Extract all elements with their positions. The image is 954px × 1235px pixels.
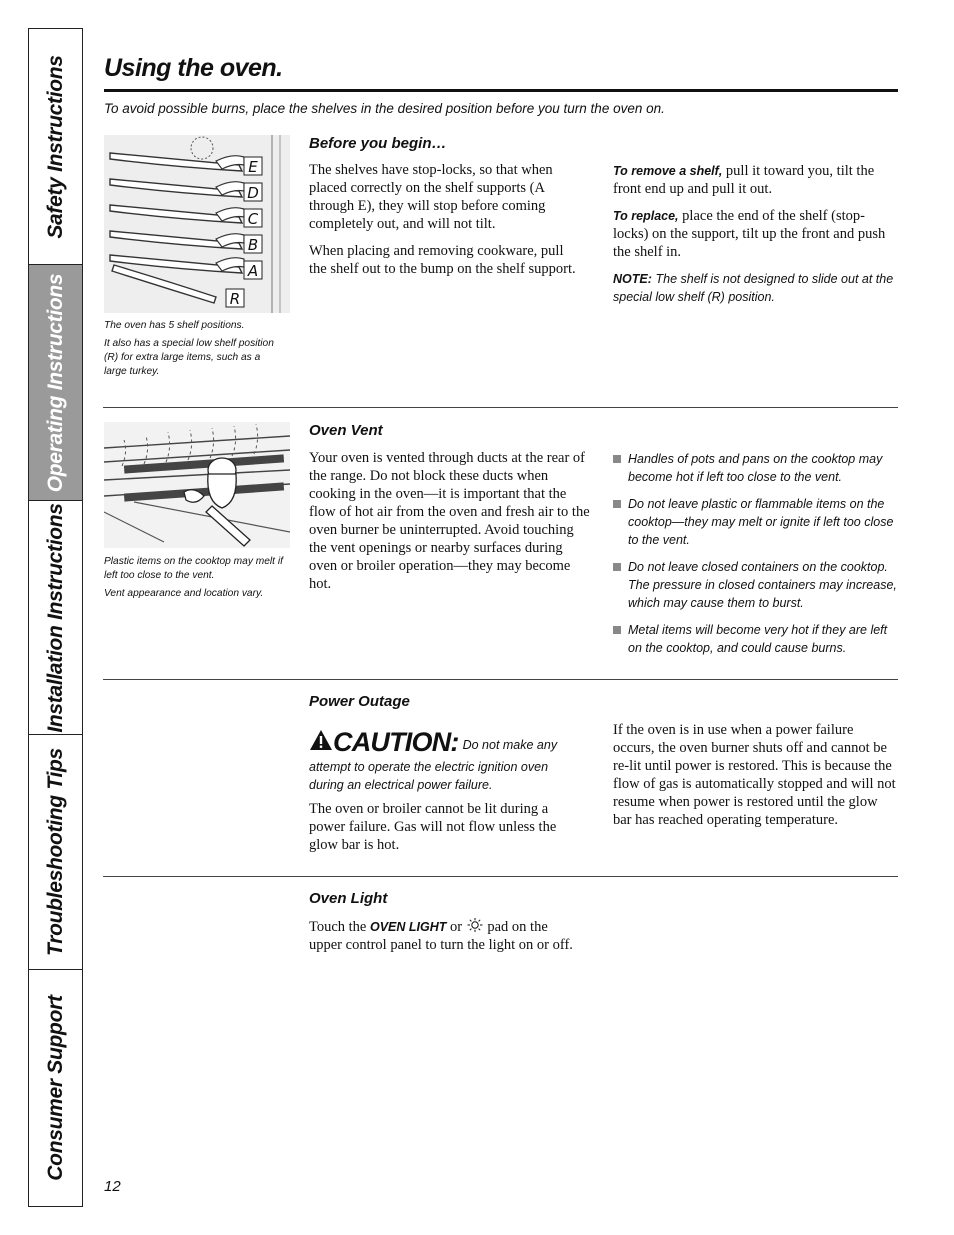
vent-warning-list xyxy=(613,450,898,666)
tab-operating-instructions[interactable] xyxy=(28,264,83,501)
bullet-text: Do not leave closed containers on the cooktop. The pressure in closed containers may increase, which may cause them to burst. xyxy=(628,560,897,610)
section-divider xyxy=(103,679,898,680)
shelf-letter: E xyxy=(248,158,258,176)
bullet-square-icon xyxy=(613,500,621,508)
title-rule xyxy=(104,89,898,92)
caption-line: Vent appearance and location vary. xyxy=(104,588,264,599)
paragraph: If the oven is in use when a power failure occurs, the oven burner shuts off and cannot be re-lit until power is restored. This is because the flow of gas is automatically stopped and will not resume when power is restored until the glow bar has reached operating temperature. xyxy=(613,722,896,828)
before-you-begin-heading: Before you begin… xyxy=(309,135,447,152)
replace-shelf-instructions xyxy=(613,207,898,261)
list-item xyxy=(613,450,898,486)
tab-label: Safety Instructions xyxy=(43,54,67,239)
tab-label: Installation Instructions xyxy=(43,502,67,733)
paragraph: Your oven is vented through ducts at the rear of the range. Do not block these ducts when cooking in the oven—it is important that the flow of hot air from the oven and fresh air to the oven burner be uninterrupted. Avoid touching the vent openings or nearby surfaces during oven or broiler operation—they may become hot. xyxy=(309,450,590,592)
tab-troubleshooting-tips[interactable] xyxy=(28,734,83,970)
section-divider xyxy=(103,407,898,408)
shelf-positions-illustration xyxy=(104,135,290,313)
paragraph: When placing and removing cookware, pull the shelf out to the bump on the shelf support. xyxy=(309,243,576,277)
before-you-begin-right-column xyxy=(613,162,898,315)
list-item xyxy=(613,495,898,549)
replace-shelf-label: To replace, xyxy=(613,209,679,223)
bullet-square-icon xyxy=(613,626,621,634)
page-title: Using the oven. xyxy=(104,54,283,82)
oven-vent-column xyxy=(309,449,593,602)
note-label: NOTE: xyxy=(613,272,652,286)
note-text: The shelf is not designed to slide out at the special low shelf (R) position. xyxy=(613,272,894,304)
oven-vent-illustration xyxy=(104,422,290,548)
paragraph: The shelves have stop-locks, so that when placed correctly on the shelf supports (A through E), they will stop before coming completely out, and will not tilt. xyxy=(309,162,553,232)
power-outage-left-column xyxy=(309,800,581,863)
power-outage-heading: Power Outage xyxy=(309,693,410,710)
page-number: 12 xyxy=(104,1178,121,1195)
oven-light-pad-label: OVEN LIGHT xyxy=(370,920,447,934)
text: Touch the xyxy=(309,919,367,935)
remove-shelf-instructions xyxy=(613,162,898,198)
oven-light-heading: Oven Light xyxy=(309,890,388,907)
replace-shelf-text: place the end of the shelf (stop-locks) on the support, tilt up the front and push the shelf in. xyxy=(613,208,886,260)
paragraph: The oven or broiler cannot be lit during a power failure. Gas will not flow unless the glow bar is hot. xyxy=(309,801,557,853)
section-divider xyxy=(103,876,898,877)
list-item xyxy=(613,621,898,657)
bullet-text: Metal items will become very hot if they are left on the cooktop, and could cause burns. xyxy=(628,623,888,655)
warning-triangle-icon xyxy=(309,729,333,751)
oven-light-column xyxy=(309,918,581,963)
text: pad on the upper control panel to turn the light on or off. xyxy=(309,919,573,953)
shelf-letter: C xyxy=(247,210,259,228)
before-you-begin-left-column xyxy=(309,161,581,287)
remove-shelf-label: To remove a shelf, xyxy=(613,164,723,178)
shelf-diagram xyxy=(104,135,290,313)
shelf-note xyxy=(613,270,898,306)
remove-shelf-text: pull it toward you, tilt the front end up and pull it out. xyxy=(613,163,875,197)
caution-block xyxy=(309,727,579,794)
caution-text: Do not make any attempt to operate the electric ignition oven during an electrical power failure. xyxy=(309,738,558,792)
shelf-caption xyxy=(104,319,284,383)
tab-label: Troubleshooting Tips xyxy=(43,748,67,956)
caption-line: The oven has 5 shelf positions. xyxy=(104,320,245,331)
vent-caption xyxy=(104,555,284,605)
shelf-letter: D xyxy=(247,184,259,202)
tab-safety-instructions[interactable] xyxy=(28,28,83,265)
list-item xyxy=(613,558,898,612)
tab-label: Consumer Support xyxy=(43,995,67,1181)
side-tabs xyxy=(28,28,83,1206)
shelf-letter: B xyxy=(247,236,259,254)
tab-label: Operating Instructions xyxy=(43,273,67,492)
vent-diagram xyxy=(104,422,290,548)
power-outage-right-column xyxy=(613,721,898,838)
bullet-square-icon xyxy=(613,455,621,463)
oven-light-instructions xyxy=(309,918,581,954)
caption-line: It also has a special low shelf position (R) for extra large items, such as a large turkey. xyxy=(104,338,274,377)
shelf-letter: A xyxy=(247,262,259,280)
intro-text: To avoid possible burns, place the shelves in the desired position before you turn the oven on. xyxy=(104,101,665,116)
tab-installation-instructions[interactable] xyxy=(28,500,83,735)
oven-vent-heading: Oven Vent xyxy=(309,422,383,439)
light-bulb-icon xyxy=(466,918,484,932)
bullet-square-icon xyxy=(613,563,621,571)
shelf-letter: R xyxy=(229,290,241,308)
bullet-text: Do not leave plastic or flammable items on the cooktop—they may melt or ignite if left too close to the vent. xyxy=(628,497,894,547)
caution-word: CAUTION: xyxy=(333,727,459,757)
text: or xyxy=(450,919,463,935)
bullet-text: Handles of pots and pans on the cooktop may become hot if left too close to the vent. xyxy=(628,452,883,484)
caption-line: Plastic items on the cooktop may melt if left too close to the vent. xyxy=(104,556,283,581)
tab-consumer-support[interactable] xyxy=(28,969,83,1207)
